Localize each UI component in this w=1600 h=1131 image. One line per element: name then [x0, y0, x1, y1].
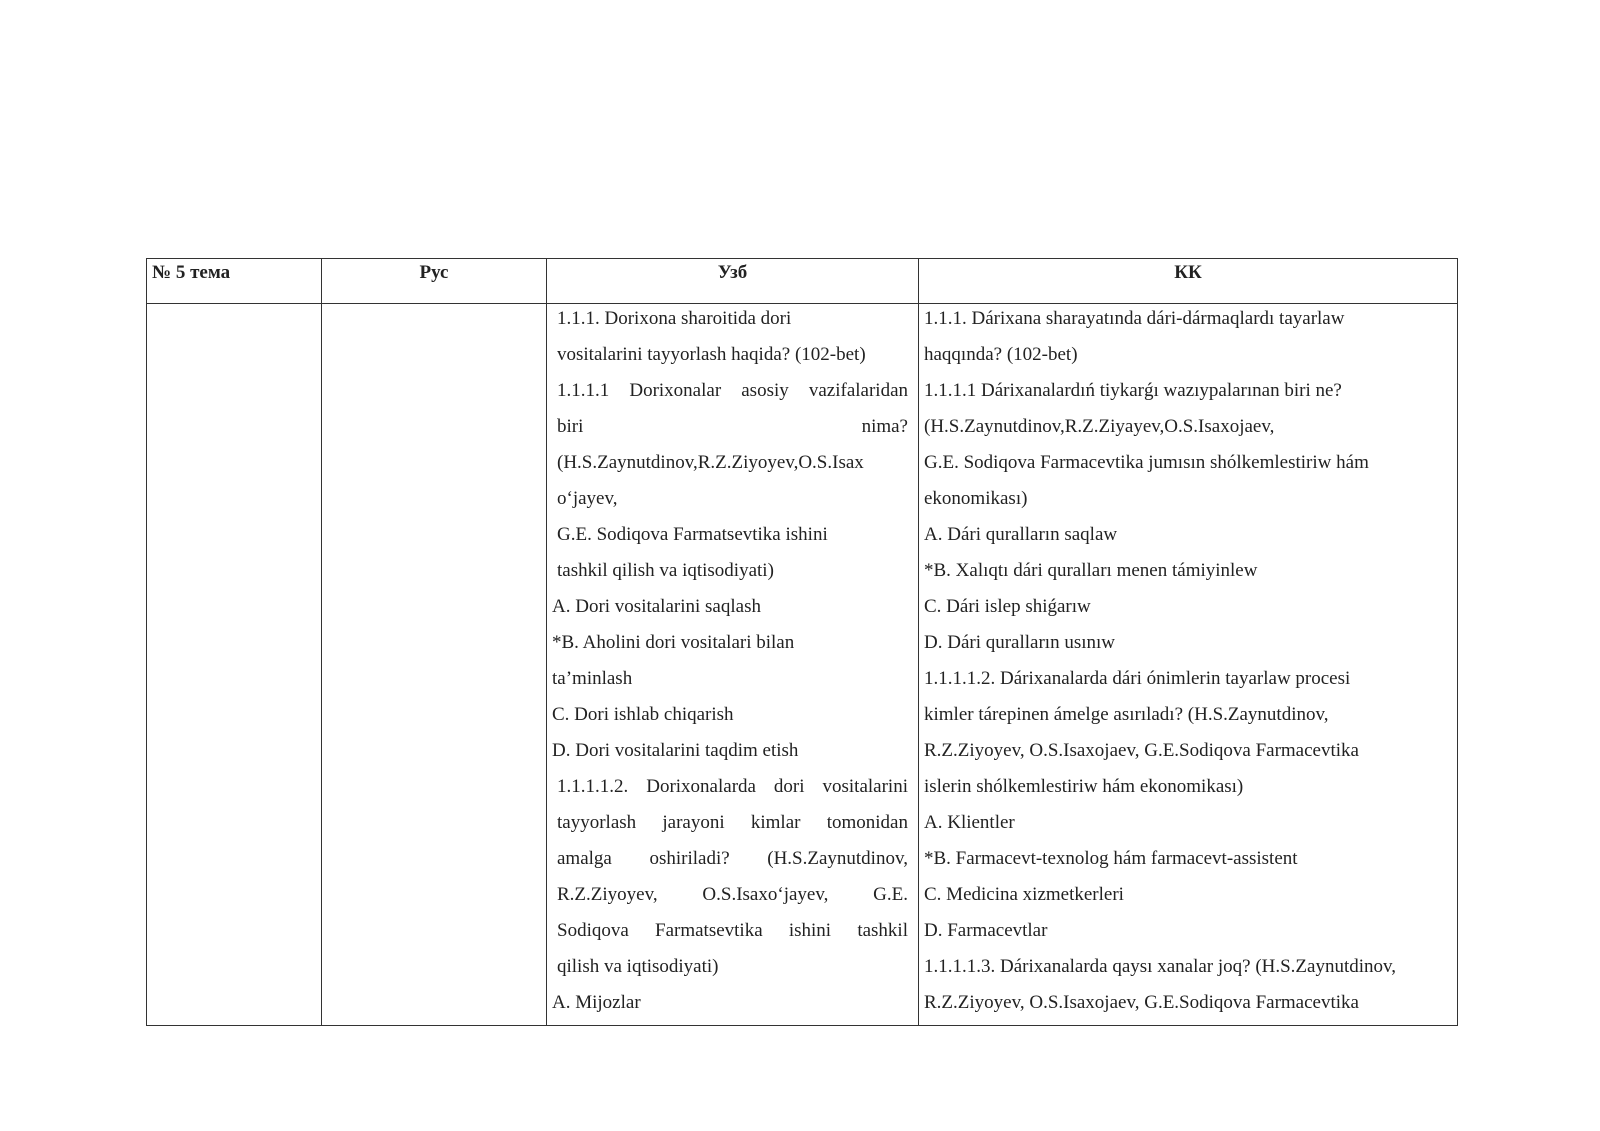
- cell-kk: [919, 304, 1458, 1026]
- kk-line: (H.S.Zaynutdinov,R.Z.Ziyayev,O.S.Isaxojaev,: [924, 416, 1275, 437]
- uzb-line: [547, 413, 918, 449]
- uzb-text-block: [547, 304, 918, 1025]
- kk-line: 1.1.1. Dárixana sharayatında dári-dármaqlardı tayarlaw: [924, 308, 1345, 329]
- uzb-word: Farmatsevtika: [655, 920, 763, 941]
- kk-line: A. Dári quralların saqlaw: [924, 524, 1118, 545]
- cell-topic: [147, 304, 322, 1026]
- uzb-word: tashkil: [857, 920, 908, 941]
- kk-line: 1.1.1.1.2. Dárixanalarda dári ónimlerin tayarlaw procesi: [924, 668, 1351, 689]
- uzb-word: oshiriladi?: [649, 848, 730, 869]
- uzb-word: ishini: [788, 920, 832, 941]
- uzb-line: qilish va iqtisodiyati): [557, 956, 719, 977]
- uzb-word: amalga: [557, 848, 612, 869]
- uzb-word: Sodiqova: [557, 920, 629, 941]
- header-topic: № 5 тема: [147, 259, 322, 304]
- uzb-word: tayyorlash: [557, 812, 637, 833]
- uzb-word: 1.1.1.1: [557, 380, 610, 401]
- uzb-word: Dorixonalar: [629, 380, 722, 401]
- cell-uzb: [547, 304, 919, 1026]
- uzb-word: biri: [557, 416, 584, 437]
- table-header-row: [147, 259, 1458, 304]
- uzb-line: [547, 773, 918, 809]
- kk-line: 1.1.1.1.3. Dárixanalarda qaysı xanalar joq? (H.S.Zaynutdinov,: [924, 956, 1397, 977]
- uzb-line: G.E. Sodiqova Farmatsevtika ishini: [557, 524, 828, 545]
- kk-line: *B. Farmacevt-texnolog hám farmacevt-assistent: [924, 848, 1298, 869]
- header-rus: Рус: [322, 259, 547, 304]
- header-uzb: Узб: [547, 259, 919, 304]
- uzb-word: R.Z.Ziyoyev,: [557, 884, 658, 905]
- kk-line: ekonomikası): [924, 488, 1028, 509]
- uzb-word: (H.S.Zaynutdinov,: [767, 848, 908, 869]
- uzb-word: vositalarini: [822, 776, 908, 797]
- uzb-line: (H.S.Zaynutdinov,R.Z.Ziyoyev,O.S.Isax: [557, 452, 864, 473]
- uzb-line: ta’minlash: [552, 668, 633, 689]
- uzb-line: [547, 917, 918, 953]
- kk-line: A. Klientler: [924, 812, 1015, 833]
- uzb-line: A. Dori vositalarini saqlash: [552, 596, 761, 617]
- kk-line: R.Z.Ziyoyev, O.S.Isaxojaev, G.E.Sodiqova Farmacevtika: [924, 740, 1359, 761]
- header-kk: КК: [919, 259, 1458, 304]
- table-body-row: [147, 304, 1458, 1026]
- uzb-line: [547, 377, 918, 413]
- kk-line: 1.1.1.1 Dárixanalardıń tiykarǵı wazıypalarınan biri ne?: [924, 380, 1342, 401]
- uzb-line: 1.1.1. Dorixona sharoitida dori: [557, 308, 792, 329]
- uzb-line: vositalarini tayyorlash haqida? (102-bet): [557, 344, 866, 365]
- uzb-line: [547, 809, 918, 845]
- uzb-word: kimlar: [750, 812, 801, 833]
- uzb-word: G.E.: [873, 884, 908, 905]
- kk-line: D. Farmacevtlar: [924, 920, 1048, 941]
- quiz-table: [146, 258, 1458, 1026]
- uzb-line: [547, 881, 918, 917]
- uzb-word: 1.1.1.1.2.: [557, 776, 629, 797]
- kk-line: C. Medicina xizmetkerleri: [924, 884, 1124, 905]
- uzb-line: tashkil qilish va iqtisodiyati): [557, 560, 774, 581]
- uzb-line: C. Dori ishlab chiqarish: [552, 704, 734, 725]
- uzb-word: nima?: [861, 416, 908, 437]
- kk-line: haqqında? (102-bet): [924, 344, 1078, 365]
- kk-line: C. Dári islep shiǵarıw: [924, 596, 1091, 617]
- uzb-word: O.S.Isaxo‘jayev,: [702, 884, 829, 905]
- uzb-word: jarayoni: [662, 812, 725, 833]
- kk-text-block: [919, 304, 1457, 1025]
- uzb-word: dori: [773, 776, 805, 797]
- uzb-word: Dorixonalarda: [646, 776, 756, 797]
- uzb-word: vazifalaridan: [808, 380, 908, 401]
- uzb-line: *B. Aholini dori vositalari bilan: [552, 632, 795, 653]
- kk-line: G.E. Sodiqova Farmacevtika jumısın shólkemlestiriw hám: [924, 452, 1369, 473]
- kk-line: *B. Xalıqtı dári quralları menen támiyinlew: [924, 560, 1258, 581]
- uzb-line: [547, 845, 918, 881]
- uzb-line: D. Dori vositalarini taqdim etish: [552, 740, 799, 761]
- uzb-word: tomonidan: [826, 812, 908, 833]
- kk-line: R.Z.Ziyoyev, O.S.Isaxojaev, G.E.Sodiqova Farmacevtika: [924, 992, 1359, 1013]
- uzb-word: asosiy: [741, 380, 789, 401]
- uzb-line: o‘jayev,: [557, 488, 618, 509]
- cell-rus: [322, 304, 547, 1026]
- kk-line: D. Dári quralların usınıw: [924, 632, 1116, 653]
- kk-line: kimler tárepinen ámelge asırıladı? (H.S.Zaynutdinov,: [924, 704, 1329, 725]
- kk-line: islerin shólkemlestiriw hám ekonomikası): [924, 776, 1244, 797]
- uzb-line: A. Mijozlar: [552, 992, 641, 1013]
